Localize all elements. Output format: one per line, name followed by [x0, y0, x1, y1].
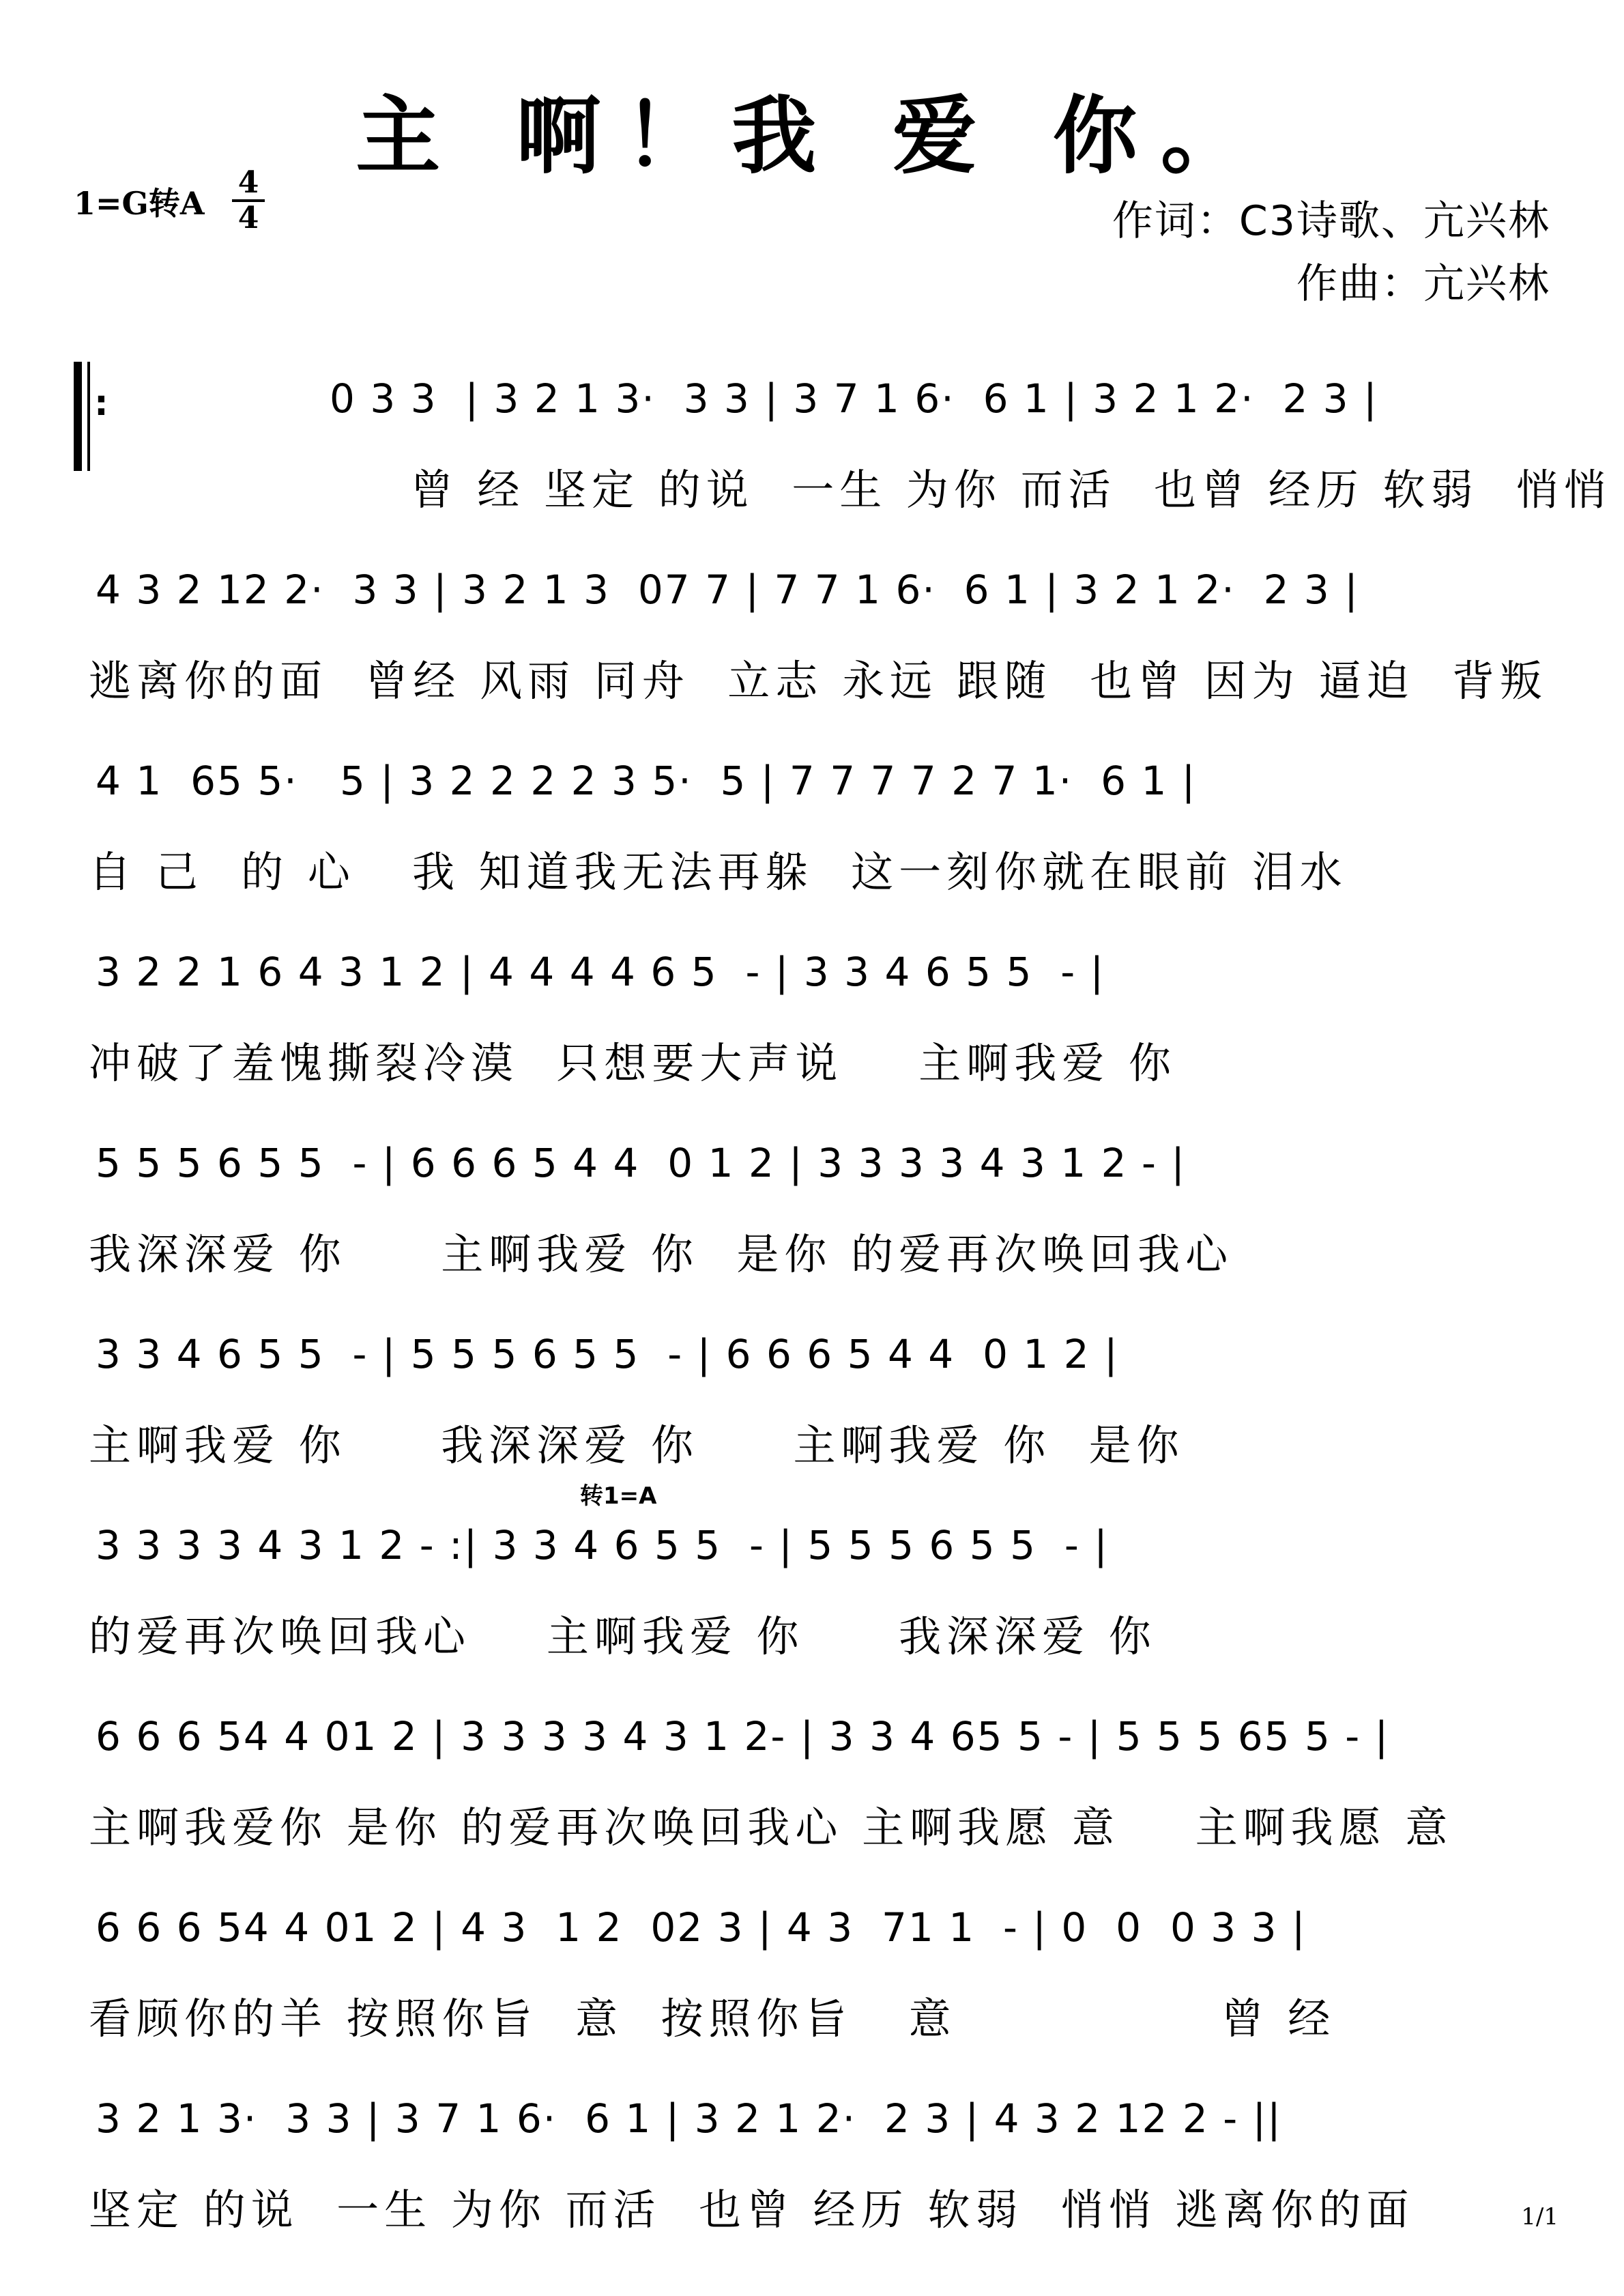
score-row [0, 369, 1624, 560]
notation-line: 6 6 6 54 4 01 2 | 4 3 1 2 02 3 | 4 3 71 1 - | 0 0 0 3 3 | [96, 1904, 1307, 1951]
page-number: 1/1 [1521, 2203, 1558, 2230]
time-signature-bottom: 4 [237, 201, 259, 235]
repeat-start-thin-bar [87, 362, 90, 471]
lyricist-credit: 作词：C3诗歌、亢兴林 [1112, 197, 1550, 245]
time-signature-top: 4 [237, 165, 259, 200]
notation-line: 0 3 3 | 3 2 1 3· 3 3 | 3 7 1 6· 6 1 | 3 2 1 2· 2 3 | [232, 375, 1378, 422]
composer-credit: 作曲：亢兴林 [1296, 260, 1550, 308]
repeat-dots: : [94, 383, 108, 424]
score-row [0, 1706, 1624, 1897]
notation-line: 3 3 3 3 4 3 1 2 - :| 3 3 4 6 5 5 - | 5 5 5 6 5 5 - | [96, 1522, 1109, 1568]
lyrics-line: 坚定 的说 一生 为你 而活 也曾 经历 软弱 悄悄 逃离你的面 [89, 2185, 1415, 2235]
lyrics-line: 冲破了羞愧撕裂冷漠 只想要大声说 主啊我爱 你 [89, 1038, 1176, 1088]
lyrics-line: 我深深爱 你 主啊我爱 你 是你 的爱再次唤回我心 [89, 1229, 1234, 1279]
lyrics-line: 曾 经 坚定 的说 一生 为你 而活 也曾 经历 软弱 悄悄 [259, 465, 1612, 515]
lyrics-line: 主啊我爱 你 我深深爱 你 主啊我爱 你 是你 [89, 1420, 1185, 1470]
key-signature: 1=G转A [74, 185, 205, 222]
score-row [0, 942, 1624, 1133]
notation-line: 3 2 2 1 6 4 3 1 2 | 4 4 4 4 6 5 - | 3 3 4 6 5 5 - | [96, 949, 1105, 995]
time-signature [232, 165, 265, 235]
song-title: 主 啊！我 爱 你。 [356, 87, 1268, 186]
notation-line: 3 3 4 6 5 5 - | 5 5 5 6 5 5 - | 6 6 6 5 4 4 0 1 2 | [96, 1331, 1119, 1377]
lyrics-line: 逃离你的面 曾经 风雨 同舟 立志 永远 跟随 也曾 因为 逼迫 背叛 [89, 656, 1548, 706]
notation-line: 4 1 65 5· 5 | 3 2 2 2 2 3 5· 5 | 7 7 7 7 2 7 1· 6 1 | [96, 758, 1197, 804]
score-row [0, 1897, 1624, 2089]
repeat-start-bar [74, 362, 82, 471]
notation-line: 5 5 5 6 5 5 - | 6 6 6 5 4 4 0 1 2 | 3 3 3 3 4 3 1 2 - | [96, 1140, 1186, 1186]
lyrics-line: 主啊我爱你 是你 的爱再次唤回我心 主啊我愿 意 主啊我愿 意 [89, 1803, 1453, 1852]
modulation-mark: 转1=A [580, 1482, 657, 1510]
notation-line: 6 6 6 54 4 01 2 | 3 3 3 3 4 3 1 2- | 3 3 4 65 5 - | 5 5 5 65 5 - | [96, 1713, 1390, 1760]
score-row [0, 1515, 1624, 1706]
notation-line: 4 3 2 12 2· 3 3 | 3 2 1 3 07 7 | 7 7 1 6· 6 1 | 3 2 1 2· 2 3 | [96, 566, 1359, 613]
lyrics-line: 的爱再次唤回我心 主啊我爱 你 我深深爱 你 [89, 1611, 1157, 1661]
lyrics-line: 看顾你的羊 按照你旨 意 按照你旨 意 曾 经 [89, 1994, 1336, 2043]
score-row [0, 560, 1624, 751]
score-row [0, 2089, 1624, 2280]
notation-line: 3 2 1 3· 3 3 | 3 7 1 6· 6 1 | 3 2 1 2· 2 3 | 4 3 2 12 2 - || [96, 2095, 1282, 2142]
score-row [0, 1133, 1624, 1324]
score-row [0, 751, 1624, 942]
score-row [0, 1324, 1624, 1515]
lyrics-line: 自 己 的 心 我 知道我无法再躲 这一刻你就在眼前 泪水 [89, 847, 1348, 897]
